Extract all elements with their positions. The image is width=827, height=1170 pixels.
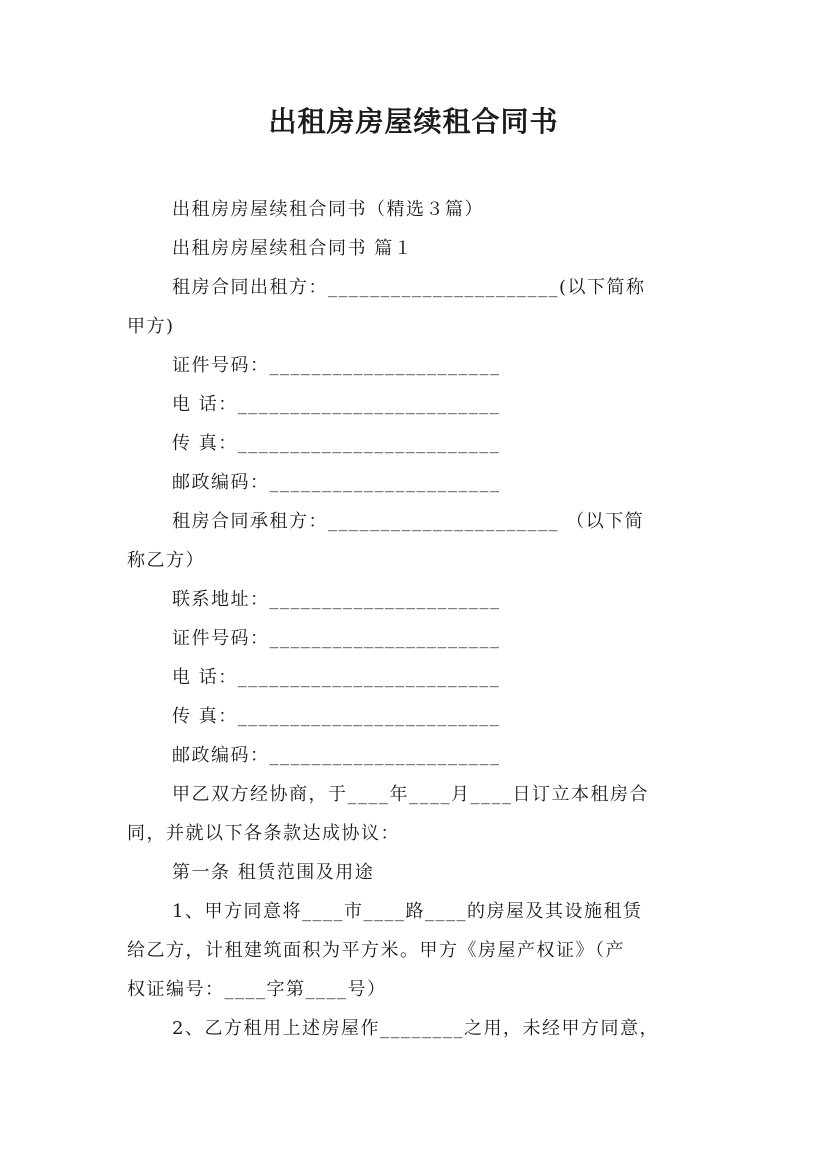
clause-1-line-cont-2: 权证编号：____字第____号）: [127, 979, 387, 1000]
clause-2-line: 2、乙方租用上述房屋作________之用，未经甲方同意，: [172, 1018, 659, 1039]
lessor-line-cont: 甲方): [127, 316, 175, 337]
lessor-phone-line: 电 话：_________________________: [172, 394, 501, 415]
lessor-fax-line: 传 真：_________________________: [172, 433, 501, 454]
section-heading: 出租房房屋续租合同书 篇１: [172, 238, 414, 259]
lessor-line: 租房合同出租方：______________________(以下简称: [172, 277, 646, 298]
lessee-fax-line: 传 真：_________________________: [172, 706, 501, 727]
clause-1-line-cont: 给乙方，计租建筑面积为平方米。甲方《房屋产权证》（产: [127, 940, 625, 961]
lessee-id-line: 证件号码：______________________: [172, 628, 501, 649]
lessee-postcode-line: 邮政编码：______________________: [172, 745, 501, 766]
clause-1-line: 1、甲方同意将____市____路____的房屋及其设施租赁: [172, 901, 643, 922]
lessor-postcode-line: 邮政编码：______________________: [172, 472, 501, 493]
lessee-line-cont: 称乙方）: [127, 550, 205, 571]
lessee-phone-line: 电 话：_________________________: [172, 667, 501, 688]
agreement-line: 甲乙双方经协商，于____年____月____日订立本租房合: [172, 784, 649, 805]
lessee-line: 租房合同承租方：______________________ （以下简: [172, 511, 645, 532]
lessee-address-line: 联系地址：______________________: [172, 589, 501, 610]
article-one-heading: 第一条 租赁范围及用途: [172, 862, 375, 883]
lessor-id-line: 证件号码：______________________: [172, 355, 501, 376]
intro-line: 出租房房屋续租合同书（精选３篇）: [172, 199, 484, 220]
agreement-line-cont: 同，并就以下各条款达成协议：: [127, 823, 400, 844]
document-title: 出租房房屋续租合同书: [268, 105, 559, 138]
